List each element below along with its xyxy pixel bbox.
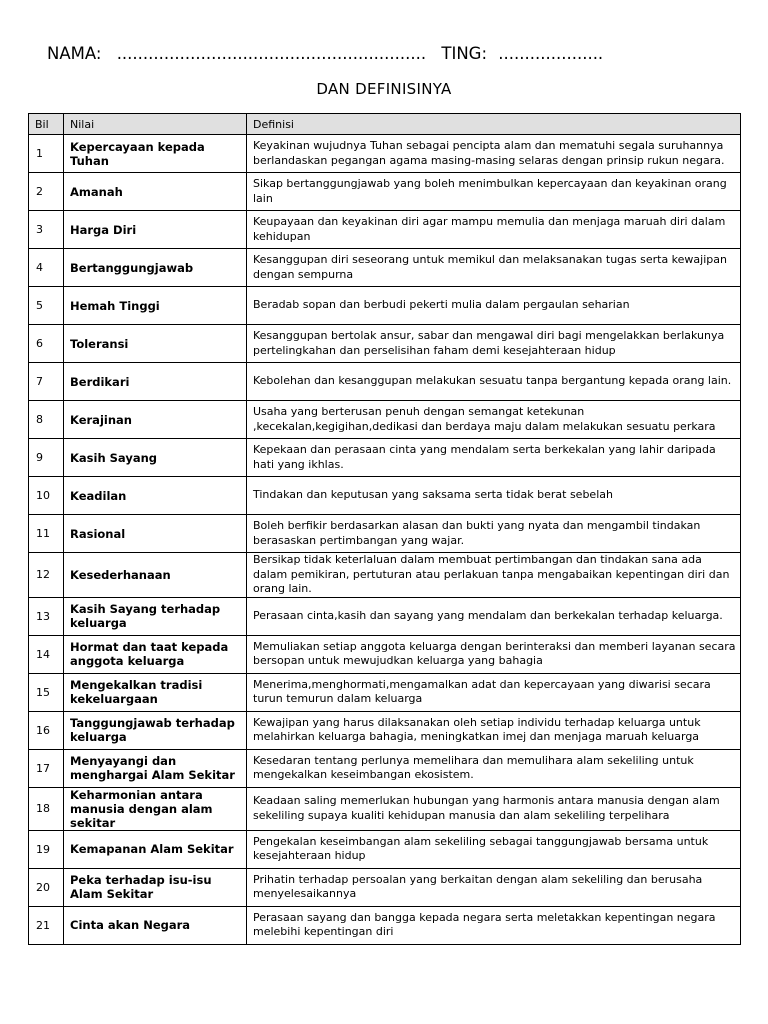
bil-cell: 11 (29, 515, 64, 553)
bil-cell: 8 (29, 401, 64, 439)
nilai-cell: Kasih Sayang terhadap keluarga (64, 597, 247, 635)
definisi-cell: Perasaan sayang dan bangga kepada negara serta meletakkan kepentingan negara melebihi kepentingan diri (247, 906, 741, 944)
definisi-cell: Boleh berfikir berdasarkan alasan dan bukti yang nyata dan mengambil tindakan berasaskan pertimbangan yang wajar. (247, 515, 741, 553)
definisi-cell: Kesedaran tentang perlunya memelihara dan memulihara alam sekeliling untuk mengekalkan keseimbangan ekosistem. (247, 749, 741, 787)
bil-cell: 10 (29, 477, 64, 515)
nilai-cell: Kepercayaan kepada Tuhan (64, 135, 247, 173)
table-row (29, 401, 741, 439)
table-row (29, 135, 741, 173)
table-row (29, 515, 741, 553)
definisi-cell: Bersikap tidak keterlaluan dalam membuat pertimbangan dan tindakan sana ada dalam pemikiran, pertuturan atau perlakuan tanpa mengabaikan kepentingan diri dan orang lain. (247, 553, 741, 598)
definisi-cell: Tindakan dan keputusan yang saksama serta tidak berat sebelah (247, 477, 741, 515)
nilai-cell: Amanah (64, 173, 247, 211)
definisi-cell: Prihatin terhadap persoalan yang berkaitan dengan alam sekeliling dan berusaha menyelesaikannya (247, 868, 741, 906)
nilai-cell: Harga Diri (64, 211, 247, 249)
table-row (29, 553, 741, 598)
definisi-cell: Pengekalan keseimbangan alam sekeliling sebagai tanggungjawab bersama untuk kesejahteraan hidup (247, 830, 741, 868)
nilai-cell: Keadilan (64, 477, 247, 515)
definisi-cell: Memuliakan setiap anggota keluarga dengan berinteraksi dan memberi layanan secara bersopan untuk mewujudkan keluarga yang bahagia (247, 635, 741, 673)
table-row (29, 868, 741, 906)
bil-cell: 15 (29, 673, 64, 711)
definisi-cell: Kebolehan dan kesanggupan melakukan sesuatu tanpa bergantung kepada orang lain. (247, 363, 741, 401)
column-header-definisi: Definisi (247, 114, 741, 135)
table-row (29, 906, 741, 944)
table-row (29, 673, 741, 711)
nilai-cell: Bertanggungjawab (64, 249, 247, 287)
nilai-cell: Cinta akan Negara (64, 906, 247, 944)
table-row (29, 173, 741, 211)
table-row (29, 439, 741, 477)
bil-cell: 3 (29, 211, 64, 249)
nilai-cell: Kemapanan Alam Sekitar (64, 830, 247, 868)
bil-cell: 16 (29, 711, 64, 749)
definisi-cell: Usaha yang berterusan penuh dengan semangat ketekunan ,kecekalan,kegigihan,dedikasi dan berdaya maju dalam melakukan sesuatu perkara (247, 401, 741, 439)
bil-cell: 13 (29, 597, 64, 635)
bil-cell: 7 (29, 363, 64, 401)
nilai-cell: Mengekalkan tradisi kekeluargaan (64, 673, 247, 711)
bil-cell: 14 (29, 635, 64, 673)
table-header-row (29, 114, 741, 135)
page-title: DAN DEFINISINYA (316, 80, 452, 98)
values-table (28, 113, 741, 945)
nilai-cell: Kasih Sayang (64, 439, 247, 477)
definisi-cell: Beradab sopan dan berbudi pekerti mulia dalam pergaulan seharian (247, 287, 741, 325)
nilai-cell: Keharmonian antara manusia dengan alam sekitar (64, 787, 247, 830)
table-row (29, 830, 741, 868)
table-row (29, 749, 741, 787)
nilai-cell: Kerajinan (64, 401, 247, 439)
nilai-cell: Menyayangi dan menghargai Alam Sekitar (64, 749, 247, 787)
table-row (29, 711, 741, 749)
nilai-cell: Rasional (64, 515, 247, 553)
ting-field[interactable]: .................... (498, 44, 604, 63)
bil-cell: 17 (29, 749, 64, 787)
column-header-nilai: Nilai (64, 114, 247, 135)
nilai-cell: Hormat dan taat kepada anggota keluarga (64, 635, 247, 673)
bil-cell: 1 (29, 135, 64, 173)
nama-field[interactable]: ........................................................... (116, 44, 427, 63)
table-row (29, 287, 741, 325)
nilai-cell: Hemah Tinggi (64, 287, 247, 325)
table-row (29, 249, 741, 287)
table-row (29, 211, 741, 249)
nilai-cell: Kesederhanaan (64, 553, 247, 598)
table-row (29, 597, 741, 635)
definisi-cell: Menerima,menghormati,mengamalkan adat dan kepercayaan yang diwarisi secara turun temurun dalam keluarga (247, 673, 741, 711)
table-row (29, 363, 741, 401)
definisi-cell: Keyakinan wujudnya Tuhan sebagai pencipta alam dan mematuhi segala suruhannya berlandaskan pegangan agama masing-masing selaras dengan prinsip rukun negara. (247, 135, 741, 173)
bil-cell: 20 (29, 868, 64, 906)
bil-cell: 9 (29, 439, 64, 477)
nilai-cell: Berdikari (64, 363, 247, 401)
definisi-cell: Keupayaan dan keyakinan diri agar mampu memulia dan menjaga maruah diri dalam kehidupan (247, 211, 741, 249)
table-row (29, 325, 741, 363)
table-row (29, 787, 741, 830)
definisi-cell: Kesanggupan bertolak ansur, sabar dan mengawal diri bagi mengelakkan berlakunya pertelingkahan dan perselisihan faham demi kesejahteraan hidup (247, 325, 741, 363)
definisi-cell: Kesanggupan diri seseorang untuk memikul dan melaksanakan tugas serta kewajipan dengan sempurna (247, 249, 741, 287)
table-row (29, 477, 741, 515)
bil-cell: 5 (29, 287, 64, 325)
definisi-cell: Perasaan cinta,kasih dan sayang yang mendalam dan berkekalan terhadap keluarga. (247, 597, 741, 635)
table-row (29, 635, 741, 673)
bil-cell: 4 (29, 249, 64, 287)
ting-label: TING: (441, 44, 488, 63)
nilai-cell: Tanggungjawab terhadap keluarga (64, 711, 247, 749)
bil-cell: 19 (29, 830, 64, 868)
definisi-cell: Keadaan saling memerlukan hubungan yang harmonis antara manusia dengan alam sekeliling supaya kualiti kehidupan manusia dan alam sekeliling terpelihara (247, 787, 741, 830)
nilai-cell: Peka terhadap isu-isu Alam Sekitar (64, 868, 247, 906)
nilai-cell: Toleransi (64, 325, 247, 363)
bil-cell: 2 (29, 173, 64, 211)
bil-cell: 18 (29, 787, 64, 830)
bil-cell: 12 (29, 553, 64, 598)
name-class-header (47, 44, 748, 63)
bil-cell: 21 (29, 906, 64, 944)
definisi-cell: Kewajipan yang harus dilaksanakan oleh setiap individu terhadap keluarga untuk melahirkan keluarga bahagia, meningkatkan imej dan menjaga maruah keluarga (247, 711, 741, 749)
nama-label: NAMA: (47, 44, 102, 63)
column-header-bil: Bil (29, 114, 64, 135)
definisi-cell: Kepekaan dan perasaan cinta yang mendalam serta berkekalan yang lahir daripada hati yang ikhlas. (247, 439, 741, 477)
bil-cell: 6 (29, 325, 64, 363)
definisi-cell: Sikap bertanggungjawab yang boleh menimbulkan kepercayaan dan keyakinan orang lain (247, 173, 741, 211)
